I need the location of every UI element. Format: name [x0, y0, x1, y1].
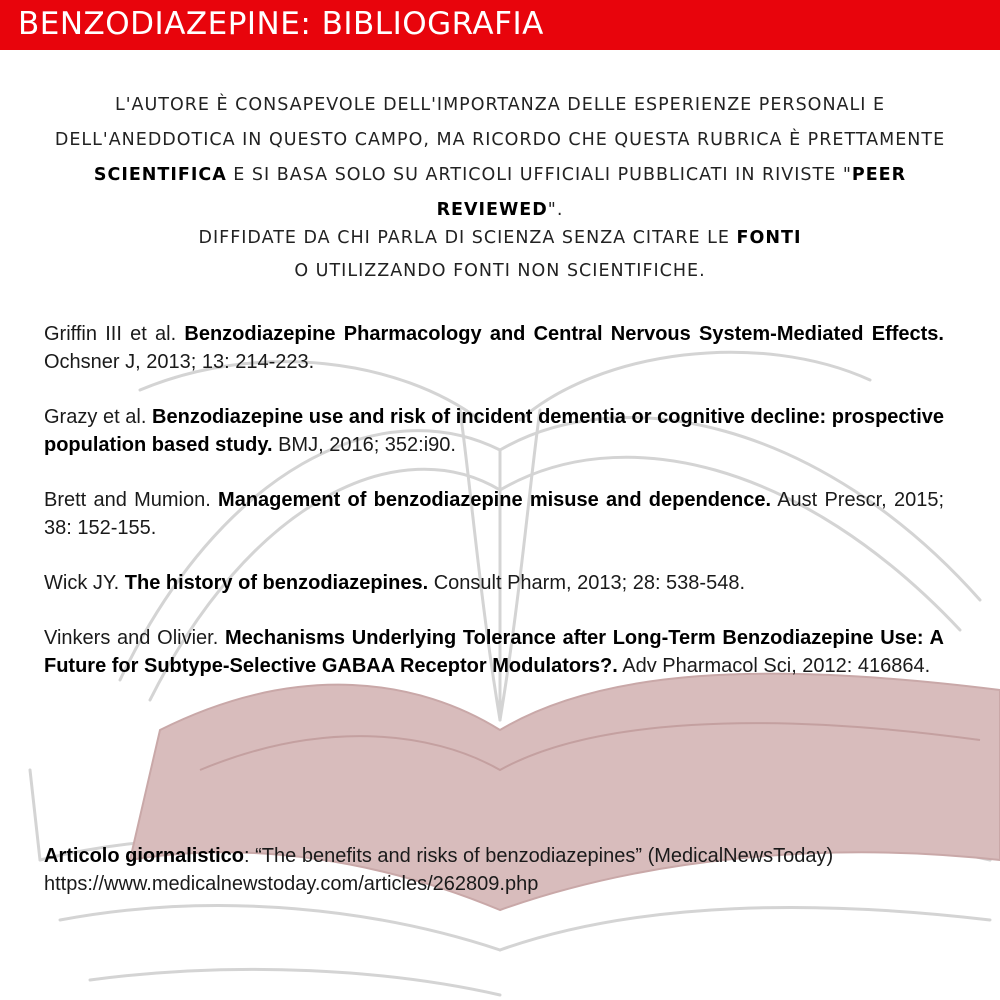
- reference-authors: Grazy et al.: [44, 406, 153, 428]
- article-url: https://www.medicalnewstoday.com/articles/262809.php: [44, 873, 539, 895]
- page-title: BENZODIAZEPINE: BIBLIOGRAFIA: [18, 6, 544, 42]
- intro-line-3: [40, 158, 960, 228]
- reference-source: Aust Prescr, 2015; 38: 152-155.: [44, 489, 945, 539]
- reference-item: [44, 486, 944, 542]
- reference-source: Adv Pharmacol Sci, 2012: 416864.: [617, 655, 931, 677]
- reference-source: Ochsner J, 2013; 13: 214-223.: [44, 351, 315, 373]
- warning-line-1: [40, 222, 960, 255]
- intro-disclaimer: [40, 88, 960, 228]
- warning-line-1-text: DIFFIDATE DA CHI PARLA DI SCIENZA SENZA CITARE LE: [198, 228, 737, 248]
- intro-line-3-text: E SI BASA SOLO SU ARTICOLI UFFICIALI PUBBLICATI IN RIVISTE ": [226, 165, 852, 185]
- article-label: Articolo giornalistico: [44, 845, 245, 867]
- intro-bold-peer-reviewed: PEER REVIEWED: [436, 165, 907, 220]
- reference-list: [44, 320, 944, 707]
- reference-title: Benzodiazepine Pharmacology and Central Nervous System-Mediated Effects.: [184, 323, 944, 345]
- reference-title: Benzodiazepine use and risk of incident dementia or cognitive decline: prospective population based study.: [44, 406, 945, 456]
- reference-item: [44, 320, 944, 376]
- article-title: : “The benefits and risks of benzodiazepines” (MedicalNewsToday): [244, 845, 834, 867]
- reference-item: [44, 569, 944, 597]
- reference-title: Mechanisms Underlying Tolerance after Long-Term Benzodiazepine Use: A Future for Subtype-Selective GABAA Receptor Modulators?.: [44, 627, 944, 677]
- reference-authors: Brett and Mumion.: [44, 489, 219, 511]
- news-article-reference: [44, 842, 984, 898]
- intro-line-1: L'AUTORE È CONSAPEVOLE DELL'IMPORTANZA DELLE ESPERIENZE PERSONALI E: [114, 95, 886, 115]
- reference-source: Consult Pharm, 2013; 28: 538-548.: [428, 572, 746, 594]
- sources-warning: [40, 222, 960, 288]
- reference-source: BMJ, 2016; 352:i90.: [272, 434, 456, 456]
- article-line: [44, 842, 984, 870]
- reference-authors: Vinkers and Olivier.: [44, 627, 225, 649]
- reference-item: [44, 403, 944, 459]
- warning-bold-fonti: FONTI: [736, 228, 802, 248]
- reference-title: Management of benzodiazepine misuse and dependence.: [218, 489, 772, 511]
- reference-authors: Griffin III et al.: [44, 323, 185, 345]
- warning-line-2: O UTILIZZANDO FONTI NON SCIENTIFICHE.: [294, 261, 706, 281]
- reference-title: The history of benzodiazepines.: [124, 572, 429, 594]
- intro-line-3-end: ".: [547, 200, 564, 220]
- reference-item: [44, 624, 944, 680]
- intro-line-2: DELL'ANEDDOTICA IN QUESTO CAMPO, MA RICORDO CHE QUESTA RUBRICA È PRETTAMENTE: [54, 130, 946, 150]
- reference-authors: Wick JY.: [44, 572, 125, 594]
- intro-bold-scientifica: SCIENTIFICA: [93, 165, 227, 185]
